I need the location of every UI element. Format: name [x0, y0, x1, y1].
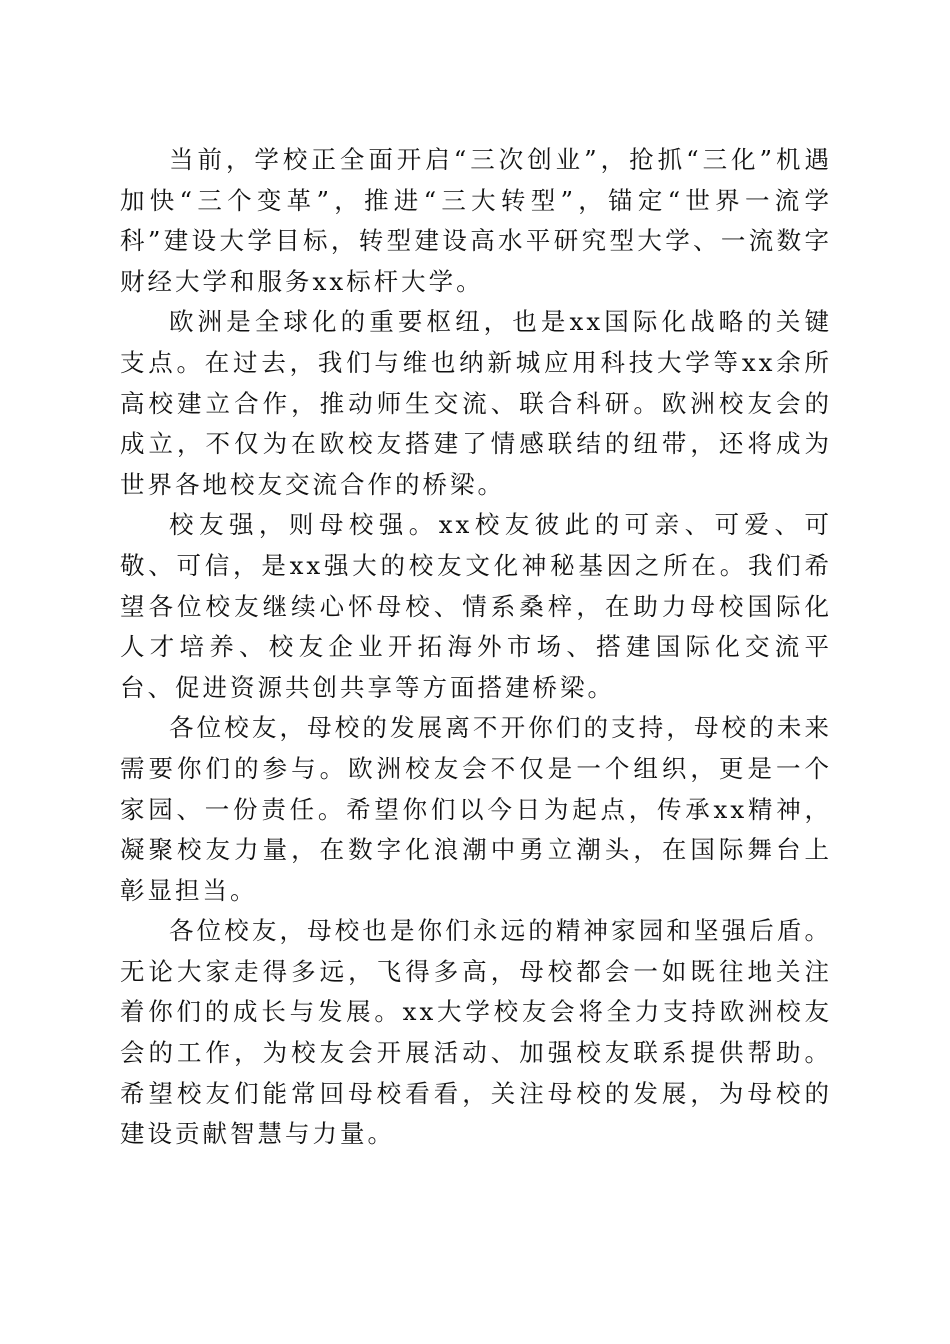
paragraph-3: 校友强，则母校强。xx校友彼此的可亲、可爱、可敬、可信，是xx强大的校友文化神秘基因之所在。我们希望各位校友继续心怀母校、情系桑梓，在助力母校国际化人才培养、校友企业开拓海外市场、搭建国际化交流平台、促进资源共创共享等方面搭建桥梁。 [120, 510, 832, 702]
paragraph-5: 各位校友，母校也是你们永远的精神家园和坚强后盾。无论大家走得多远，飞得多高，母校都会一如既往地关注着你们的成长与发展。xx大学校友会将全力支持欧洲校友会的工作，为校友会开展活动、加强校友联系提供帮助。希望校友们能常回母校看看，关注母校的发展，为母校的建设贡献智慧与力量。 [120, 916, 832, 1149]
paragraph-1: 当前，学校正全面开启“三次创业”，抢抓“三化”机遇加快“三个变革”，推进“三大转型”，锚定“世界一流学科”建设大学目标，转型建设高水平研究型大学、一流数字财经大学和服务xx标杆大学。 [120, 145, 832, 296]
paragraph-2: 欧洲是全球化的重要枢纽，也是xx国际化战略的关键支点。在过去，我们与维也纳新城应用科技大学等xx余所高校建立合作，推动师生交流、联合科研。欧洲校友会的成立，不仅为在欧校友搭建了情感联结的纽带，还将成为世界各地校友交流合作的桥梁。 [120, 307, 832, 499]
paragraph-4: 各位校友，母校的发展离不开你们的支持，母校的未来需要你们的参与。欧洲校友会不仅是一个组织，更是一个家园、一份责任。希望你们以今日为起点，传承xx精神，凝聚校友力量，在数字化浪潮中勇立潮头，在国际舞台上彰显担当。 [120, 713, 832, 905]
document-body [120, 140, 832, 1155]
